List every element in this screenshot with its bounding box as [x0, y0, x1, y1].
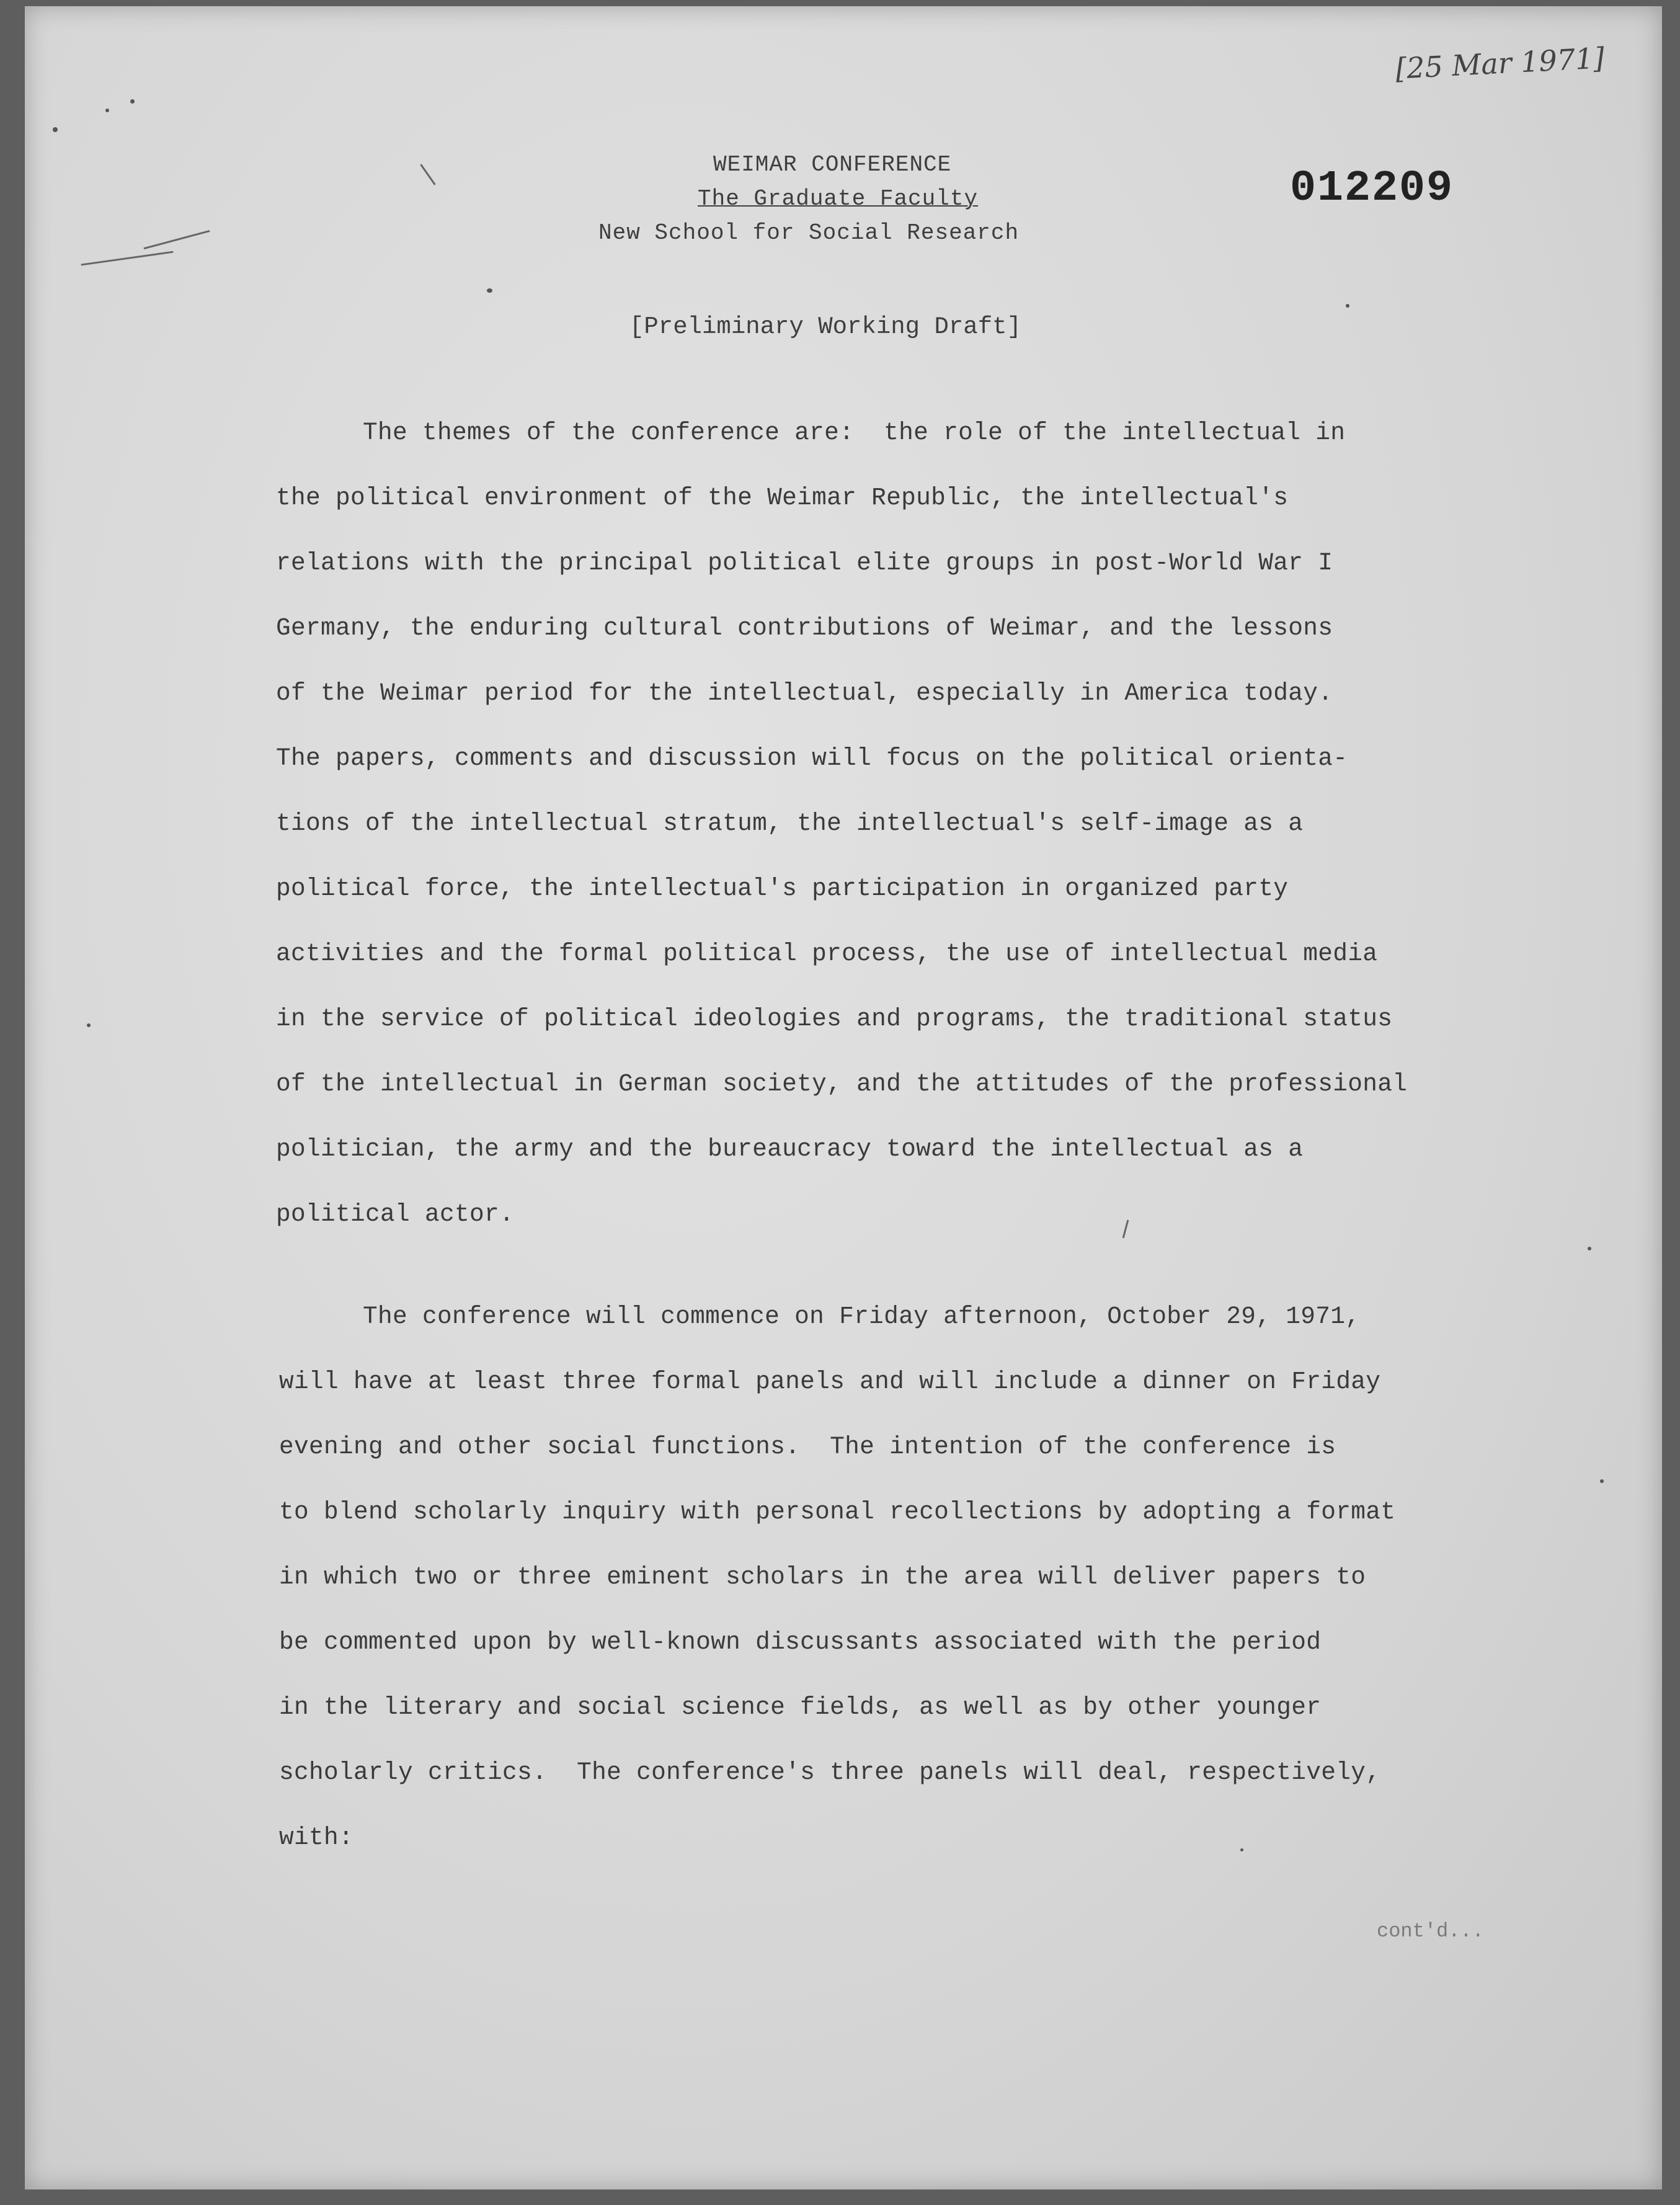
paragraph-line: The papers, comments and discussion will focus on the political orienta-	[276, 744, 1348, 772]
paragraph-line: political force, the intellectual's participation in organized party	[276, 875, 1289, 902]
paragraph-line: be commented upon by well-known discussants associated with the period	[279, 1628, 1322, 1656]
stray-mark	[420, 164, 435, 185]
paragraph-line: Germany, the enduring cultural contributions of Weimar, and the lessons	[276, 614, 1333, 642]
paragraph-line: scholarly critics. The conference's three panels will deal, respectively,	[279, 1758, 1381, 1786]
header-institution: New School for Social Research	[598, 220, 1020, 246]
paragraph-line: will have at least three formal panels and will include a dinner on Friday	[279, 1368, 1381, 1396]
paragraph-line: in the literary and social science fields, as well as by other younger	[279, 1693, 1322, 1721]
paragraph-line: to blend scholarly inquiry with personal recollections by adopting a format	[279, 1498, 1396, 1526]
paragraph-line: tions of the intellectual stratum, the intellectual's self-image as a	[276, 809, 1304, 837]
stray-mark	[1122, 1220, 1129, 1239]
paper-speck	[1600, 1479, 1604, 1483]
document-page	[25, 6, 1662, 2189]
paragraph-line: The conference will commence on Friday afternoon, October 29, 1971,	[363, 1303, 1361, 1330]
stray-mark	[143, 230, 210, 249]
paragraph-line: in which two or three eminent scholars in the area will deliver papers to	[279, 1563, 1366, 1591]
paragraph-line: activities and the formal political process, the use of intellectual media	[276, 940, 1378, 968]
header-title: WEIMAR CONFERENCE	[713, 152, 952, 177]
paragraph-line: relations with the principal political elite groups in post-World War I	[276, 549, 1333, 577]
paper-speck	[87, 1023, 91, 1027]
paragraph-line: in the service of political ideologies and programs, the traditional status	[276, 1005, 1393, 1033]
paragraph-line: with:	[279, 1824, 354, 1851]
paragraph-line: political actor.	[276, 1200, 515, 1228]
stray-mark	[81, 251, 174, 266]
paper-speck	[53, 127, 58, 132]
paragraph-line: politician, the army and the bureaucracy toward the intellectual as a	[276, 1135, 1304, 1163]
handwritten-date: [25 Mar 1971]	[1394, 41, 1606, 86]
paragraph-line: of the intellectual in German society, and the attitudes of the professional	[276, 1070, 1408, 1098]
header-faculty: The Graduate Faculty	[698, 186, 979, 212]
paper-speck	[1588, 1247, 1591, 1250]
draft-label: [Preliminary Working Draft]	[629, 313, 1021, 341]
paper-speck	[105, 109, 109, 112]
paragraph-line: The themes of the conference are: the role of the intellectual in	[363, 419, 1346, 447]
paper-speck	[487, 288, 492, 293]
continued-note: cont'd...	[1377, 1920, 1484, 1943]
paper-speck	[1240, 1848, 1243, 1851]
paragraph-line: the political environment of the Weimar Republic, the intellectual's	[276, 484, 1289, 512]
paragraph-line: of the Weimar period for the intellectual, especially in America today.	[276, 679, 1333, 707]
paper-speck	[1346, 304, 1349, 308]
document-number: 012209	[1290, 164, 1454, 213]
paragraph-line: evening and other social functions. The intention of the conference is	[279, 1433, 1336, 1461]
paper-speck	[130, 99, 135, 104]
